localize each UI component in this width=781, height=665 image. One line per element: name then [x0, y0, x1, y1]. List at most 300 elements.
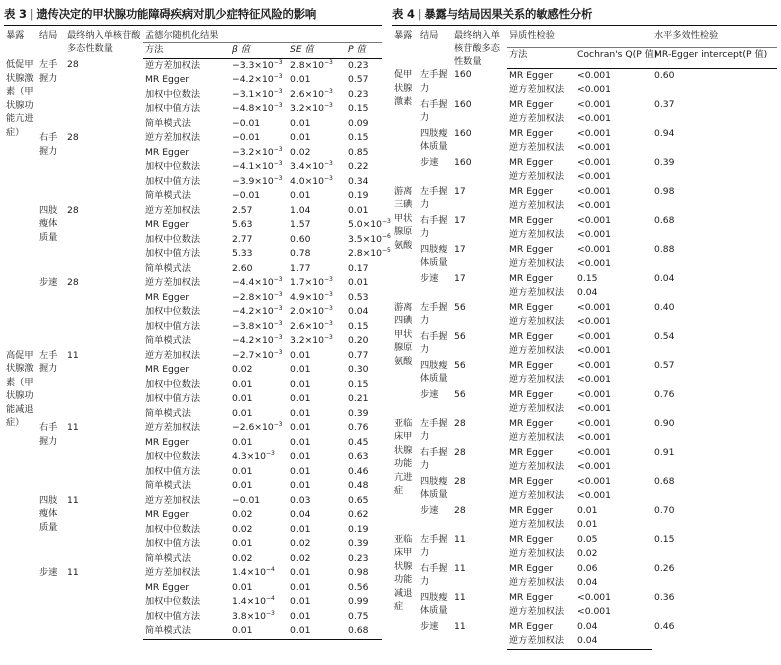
p-cell [346, 204, 382, 219]
beta-cell-value: 0.01 [232, 393, 253, 404]
snp-count-cell: 17 [454, 214, 466, 226]
method-cell: MR Egger [509, 417, 554, 429]
outcome-cell: 右手握力 [420, 562, 448, 587]
cochran-q-cell: <0.001 [577, 243, 612, 255]
method-cell: MR Egger [509, 301, 554, 313]
outcome-cell: 右手握力 [39, 422, 58, 447]
beta-cell-value: 2.57 [232, 204, 253, 216]
outcome-cell: 四肢瘦体质量 [420, 591, 448, 616]
se-cell [288, 276, 346, 291]
table-row [392, 214, 777, 229]
table-row [392, 127, 777, 142]
cochran-q-cell: <0.001 [577, 69, 612, 81]
method-cell: 简单模式法 [145, 190, 191, 201]
se-cell [288, 407, 346, 422]
beta-cell [230, 102, 288, 117]
p-cell-value: 0.57 [348, 74, 369, 85]
outcome-cell: 四肢瘦体质量 [420, 127, 448, 152]
method-cell: MR Egger [509, 330, 554, 342]
method-cell: 加权中值方法 [145, 393, 201, 404]
method-cell: MR Egger [509, 446, 554, 458]
beta-cell-value: 0.02 [232, 509, 253, 520]
se-cell [288, 537, 346, 552]
se-cell-exponent: −3 [324, 276, 333, 283]
p-cell [346, 349, 382, 364]
cochran-q-cell: <0.001 [577, 490, 612, 501]
se-cell [288, 610, 346, 625]
se-cell-value: 0.01 [290, 567, 311, 578]
p-cell [346, 479, 382, 494]
beta-cell [230, 436, 288, 451]
snp-count-cell: 11 [67, 494, 79, 506]
method-cell: 加权中位数法 [145, 523, 201, 535]
se-cell-exponent: −3 [324, 334, 333, 341]
outcome-cell: 右手握力 [420, 330, 448, 355]
p-cell [346, 73, 382, 88]
se-cell-value: 0.04 [290, 509, 311, 520]
p-cell-exponent: −3 [382, 218, 391, 225]
outcome-cell: 步速 [420, 156, 439, 168]
beta-cell [230, 204, 288, 219]
p-cell-value: 0.17 [348, 262, 369, 274]
outcome-cell: 右手握力 [420, 446, 448, 471]
beta-cell [230, 334, 288, 349]
cochran-q-cell: 0.01 [577, 504, 598, 516]
cochran-q-cell: <0.001 [577, 171, 612, 182]
beta-cell [230, 262, 288, 277]
snp-count-cell: 56 [454, 388, 466, 400]
egger-intercept-cell: 0.37 [654, 98, 675, 110]
cochran-q-cell: <0.001 [577, 388, 612, 400]
table-3-title: 遗传决定的甲状腺功能障碍疾病对肌少症特征风险的影响 [36, 7, 317, 21]
header-method: 方法 [143, 43, 230, 59]
p-cell-value: 5.0×10 [348, 219, 383, 230]
p-cell [346, 610, 382, 625]
method-cell: 逆方差加权法 [509, 316, 565, 327]
method-cell: 逆方差加权法 [509, 258, 565, 269]
cochran-q-cell: <0.001 [577, 98, 612, 110]
se-cell [288, 349, 346, 364]
p-cell-value: 0.39 [348, 407, 369, 419]
method-cell: 简单模式法 [143, 624, 230, 639]
se-cell-value: 1.57 [290, 219, 311, 230]
method-cell: 加权中位数法 [145, 451, 201, 462]
p-cell-value: 0.01 [348, 277, 369, 288]
beta-cell [230, 88, 288, 103]
p-cell [346, 436, 382, 451]
se-cell-value: 0.01 [290, 436, 311, 448]
se-cell [288, 218, 346, 233]
method-cell: 简单模式法 [145, 335, 191, 346]
se-cell [288, 566, 346, 581]
method-cell: MR Egger [145, 219, 190, 230]
p-cell [346, 291, 382, 306]
snp-count-cell: 28 [67, 204, 79, 216]
header-se: SE 值 [288, 43, 346, 59]
se-cell-value: 0.01 [290, 407, 311, 419]
outcome-cell: 左手握力 [420, 185, 448, 210]
table-row [4, 566, 382, 581]
p-cell-value: 0.99 [348, 596, 369, 607]
beta-cell [230, 247, 288, 262]
p-cell-value: 0.19 [348, 190, 369, 201]
table-row [392, 243, 777, 258]
beta-cell-value: 0.01 [232, 465, 253, 477]
beta-cell [230, 276, 288, 291]
method-cell: 加权中位数法 [145, 306, 201, 317]
method-cell: 逆方差加权法 [145, 204, 201, 216]
method-cell: 逆方差加权法 [145, 494, 201, 506]
beta-cell-exponent: −3 [273, 348, 283, 356]
se-cell-value: 0.01 [290, 523, 311, 535]
se-cell-value: 3.4×10 [290, 161, 325, 172]
caption-separator: | [29, 7, 34, 21]
p-cell-value: 0.15 [348, 132, 369, 143]
method-cell: MR Egger [145, 364, 190, 375]
snp-count-cell: 160 [454, 156, 472, 168]
snp-count-cell: 17 [454, 185, 466, 197]
snp-count-cell: 28 [454, 475, 466, 487]
beta-cell [230, 479, 288, 494]
cochran-q-cell: <0.001 [577, 461, 612, 472]
table-3-caption [4, 5, 382, 25]
egger-intercept-cell: 0.54 [654, 330, 675, 342]
se-cell-value: 1.7×10 [290, 277, 325, 288]
cochran-q-cell: <0.001 [577, 330, 612, 342]
beta-cell-value: −3.2×10 [232, 146, 274, 158]
header-heterogeneity: 异质性检验 [507, 26, 652, 48]
se-cell [288, 334, 346, 349]
p-cell [346, 131, 382, 146]
beta-cell [230, 73, 288, 88]
method-cell: 逆方差加权法 [145, 277, 201, 288]
method-cell: 逆方差加权法 [145, 567, 201, 578]
egger-intercept-cell: 0.46 [654, 620, 675, 632]
se-cell [288, 204, 346, 219]
table-row [392, 301, 777, 316]
p-cell [346, 305, 382, 320]
method-cell: 逆方差加权法 [509, 84, 565, 95]
beta-cell [230, 378, 288, 393]
se-cell-value: 0.01 [290, 132, 311, 143]
se-cell [288, 291, 346, 306]
beta-cell-value: 0.01 [232, 407, 253, 419]
snp-count-cell: 56 [454, 301, 466, 313]
method-cell: MR Egger [509, 475, 554, 487]
cochran-q-cell: <0.001 [577, 301, 612, 313]
se-cell [288, 378, 346, 393]
p-cell-value: 0.46 [348, 465, 369, 477]
beta-cell [230, 508, 288, 523]
method-cell: 加权中值方法 [145, 320, 201, 332]
se-cell [288, 581, 346, 596]
p-cell-value: 0.19 [348, 523, 369, 535]
beta-cell-exponent: −3 [266, 609, 275, 617]
p-cell-value: 0.63 [348, 451, 369, 462]
egger-intercept-cell: 0.57 [654, 359, 675, 371]
outcome-cell: 步速 [420, 272, 439, 284]
se-cell-exponent: −3 [324, 305, 333, 312]
method-cell: 加权中位数法 [145, 596, 201, 607]
method-cell: 加权中值方法 [145, 538, 201, 549]
cochran-q-cell: <0.001 [577, 359, 612, 371]
egger-intercept-cell: 0.40 [654, 301, 675, 313]
se-cell-value: 0.01 [290, 610, 311, 622]
p-cell-value: 0.77 [348, 349, 369, 361]
p-cell [346, 334, 382, 349]
p-cell-value: 0.65 [348, 494, 369, 506]
cochran-q-cell: <0.001 [577, 417, 612, 429]
table-row [392, 359, 777, 374]
beta-cell-value: −4.2×10 [232, 74, 274, 85]
p-cell-value: 0.30 [348, 364, 369, 375]
header-exposure: 暴露 [392, 26, 418, 69]
beta-cell-value: 0.01 [232, 436, 253, 448]
se-cell-value: 0.02 [290, 146, 311, 158]
exposure-cell: 促甲状腺激素 [394, 69, 413, 107]
method-cell: MR Egger [145, 581, 190, 593]
se-cell [288, 102, 346, 117]
beta-cell-value: 0.02 [232, 552, 253, 564]
exposure-cell: 游离三碘甲状腺原氨酸 [394, 185, 413, 251]
beta-cell [230, 320, 288, 335]
snp-count-cell: 11 [454, 533, 466, 545]
se-cell-exponent: −3 [324, 102, 333, 109]
beta-cell-value: 3.8×10 [232, 610, 267, 622]
method-cell: 逆方差加权法 [509, 403, 565, 414]
outcome-cell: 右手握力 [420, 214, 448, 239]
beta-cell-value: −0.01 [232, 117, 261, 129]
se-cell [288, 233, 346, 248]
outcome-cell: 右手握力 [420, 98, 448, 123]
cochran-q-cell: <0.001 [577, 591, 612, 603]
method-cell: MR Egger [509, 272, 554, 284]
cochran-q-cell: 0.05 [577, 533, 598, 545]
beta-cell [230, 566, 288, 581]
se-cell-value: 0.01 [290, 349, 311, 361]
p-cell [346, 247, 391, 262]
se-cell-value: 2.6×10 [290, 88, 325, 100]
beta-cell-exponent: −3 [273, 160, 283, 167]
egger-intercept-cell: 0.91 [654, 446, 675, 458]
method-cell: 逆方差加权法 [509, 548, 565, 559]
se-cell [288, 392, 346, 407]
p-cell-value: 0.34 [348, 175, 369, 187]
p-cell [346, 276, 382, 291]
p-cell [346, 117, 382, 132]
beta-cell [230, 465, 288, 480]
beta-cell-value: −4.1×10 [232, 161, 274, 172]
beta-cell [230, 131, 288, 146]
cochran-q-cell: 0.04 [577, 620, 598, 632]
se-cell [288, 552, 346, 567]
snp-count-cell: 28 [67, 59, 79, 70]
egger-intercept-cell: 0.15 [654, 533, 675, 545]
snp-count-cell: 11 [67, 422, 79, 433]
header-snp-count: 最终纳入单核苷酸多态性数量 [65, 26, 143, 59]
se-cell [288, 73, 346, 88]
cochran-q-cell: <0.001 [577, 156, 612, 168]
cochran-q-cell: <0.001 [577, 200, 612, 211]
snp-count-cell: 17 [454, 243, 466, 255]
se-cell [288, 189, 346, 204]
p-cell-value: 0.75 [348, 610, 369, 622]
se-cell-value: 0.01 [290, 596, 311, 607]
p-cell [346, 407, 382, 422]
table-3-body [4, 58, 391, 639]
p-cell [346, 421, 382, 436]
se-cell-value: 0.01 [290, 451, 311, 462]
beta-cell-value: 0.01 [232, 378, 253, 390]
beta-cell [230, 160, 288, 175]
p-cell [346, 218, 391, 233]
beta-cell-value: −2.8×10 [232, 291, 274, 303]
method-cell: 逆方差加权法 [145, 349, 201, 361]
se-cell [288, 421, 346, 436]
se-cell [288, 320, 346, 335]
se-cell-value: 1.04 [290, 204, 311, 216]
table-row [392, 620, 777, 635]
method-cell: 逆方差加权法 [509, 606, 565, 617]
method-cell: MR Egger [509, 98, 554, 110]
cochran-q-cell: <0.001 [577, 316, 612, 327]
beta-cell-exponent: −3 [273, 290, 283, 298]
p-cell-value: 0.98 [348, 567, 369, 578]
p-cell [346, 523, 382, 538]
exposure-cell: 低促甲状腺激素（甲状腺功能亢进症） [6, 59, 34, 138]
table-row [392, 388, 777, 403]
beta-cell-exponent: −3 [273, 334, 283, 341]
table-4 [392, 5, 777, 650]
p-cell-value: 0.15 [348, 378, 369, 390]
snp-count-cell: 28 [454, 417, 466, 429]
p-cell [346, 58, 382, 73]
cochran-q-cell: <0.001 [577, 258, 612, 269]
caption-separator: | [417, 7, 422, 21]
table-row [4, 58, 382, 73]
se-cell [288, 305, 346, 320]
beta-cell-value: −4.2×10 [232, 335, 274, 346]
beta-cell [230, 450, 288, 465]
se-cell-exponent: −3 [324, 160, 333, 167]
snp-count-cell: 17 [454, 272, 466, 284]
egger-intercept-cell: 0.76 [654, 388, 675, 400]
outcome-cell: 左手握力 [420, 417, 448, 442]
beta-cell-value: 0.01 [232, 480, 253, 491]
se-cell-value: 0.01 [290, 581, 311, 593]
method-cell: 逆方差加权法 [145, 422, 201, 433]
method-cell: 简单模式法 [145, 552, 191, 564]
egger-intercept-cell: 0.98 [654, 185, 675, 197]
se-cell [288, 363, 346, 378]
method-cell: 加权中位数法 [145, 233, 201, 245]
se-cell [288, 175, 346, 190]
egger-intercept-cell: 0.36 [654, 591, 675, 603]
snp-count-cell: 28 [67, 132, 79, 143]
p-cell [346, 363, 382, 378]
p-cell-value: 0.23 [348, 88, 369, 100]
se-cell-value: 0.01 [290, 117, 311, 129]
p-cell-value: 3.5×10 [348, 233, 383, 245]
method-cell: MR Egger [509, 127, 554, 139]
table-3 [4, 5, 391, 640]
method-cell: 简单模式法 [145, 262, 191, 274]
method-cell: MR Egger [145, 74, 190, 85]
table-4-title: 暴露与结局因果关系的敏感性分析 [424, 7, 593, 21]
p-cell-value: 0.53 [348, 291, 369, 303]
method-cell: 加权中值方法 [145, 248, 201, 259]
p-cell [346, 160, 382, 175]
method-cell: MR Egger [509, 214, 554, 226]
p-cell [346, 320, 382, 335]
p-cell-value: 0.21 [348, 393, 369, 404]
method-cell: 逆方差加权法 [145, 59, 201, 71]
se-cell-value: 0.01 [290, 465, 311, 477]
beta-cell-exponent: −3 [273, 58, 283, 66]
cochran-q-cell: <0.001 [577, 345, 612, 356]
se-cell [288, 247, 346, 262]
header-p: P 值 [346, 43, 382, 59]
se-cell [288, 479, 346, 494]
outcome-cell: 右手握力 [39, 132, 58, 157]
beta-cell-value: −0.01 [232, 132, 261, 143]
beta-cell-value: 4.3×10 [232, 451, 267, 462]
p-cell [346, 189, 382, 204]
method-cell: 加权中位数法 [145, 161, 201, 172]
table-row [4, 349, 382, 364]
method-cell: 加权中值方法 [145, 175, 201, 187]
beta-cell [230, 291, 288, 306]
cochran-q-cell: <0.001 [577, 229, 612, 240]
egger-intercept-cell: 0.60 [654, 69, 675, 81]
snp-count-cell: 160 [454, 127, 472, 139]
table-row [392, 591, 777, 606]
method-cell: 逆方差加权法 [509, 490, 565, 501]
header-mr-results: 孟德尔随机化结果 [143, 26, 382, 43]
beta-cell [230, 610, 288, 625]
egger-intercept-cell: 0.94 [654, 127, 675, 139]
method-cell: MR Egger [509, 69, 554, 81]
exposure-cell: 高促甲状腺激素（甲状腺功能减退症） [6, 349, 34, 428]
p-cell-value: 0.23 [348, 552, 369, 564]
p-cell-value: 0.22 [348, 161, 369, 172]
se-cell-exponent: −3 [324, 58, 333, 66]
se-cell [288, 58, 346, 73]
method-cell: MR Egger [509, 388, 554, 400]
snp-count-cell: 11 [454, 591, 466, 603]
outcome-cell: 左手握力 [420, 301, 448, 326]
table-3-grid [4, 25, 391, 640]
p-cell-value: 0.01 [348, 204, 369, 216]
method-cell: MR Egger [145, 291, 190, 303]
outcome-cell: 左手握力 [39, 59, 58, 84]
method-cell: MR Egger [509, 185, 554, 197]
cochran-q-cell: <0.001 [577, 84, 612, 95]
table-4-caption [392, 5, 777, 25]
se-cell-exponent: −3 [324, 87, 333, 95]
se-cell-value: 0.78 [290, 248, 311, 259]
method-cell: 逆方差加权法 [509, 432, 565, 443]
se-cell-value: 0.02 [290, 552, 311, 564]
method-cell: 逆方差加权法 [509, 345, 565, 356]
snp-count-cell: 11 [454, 562, 466, 574]
p-cell-value: 0.62 [348, 509, 369, 520]
beta-cell [230, 117, 288, 132]
table-row [4, 131, 382, 146]
method-cell: 加权中值方法 [145, 610, 201, 622]
p-cell [346, 566, 382, 581]
p-cell [346, 552, 382, 567]
